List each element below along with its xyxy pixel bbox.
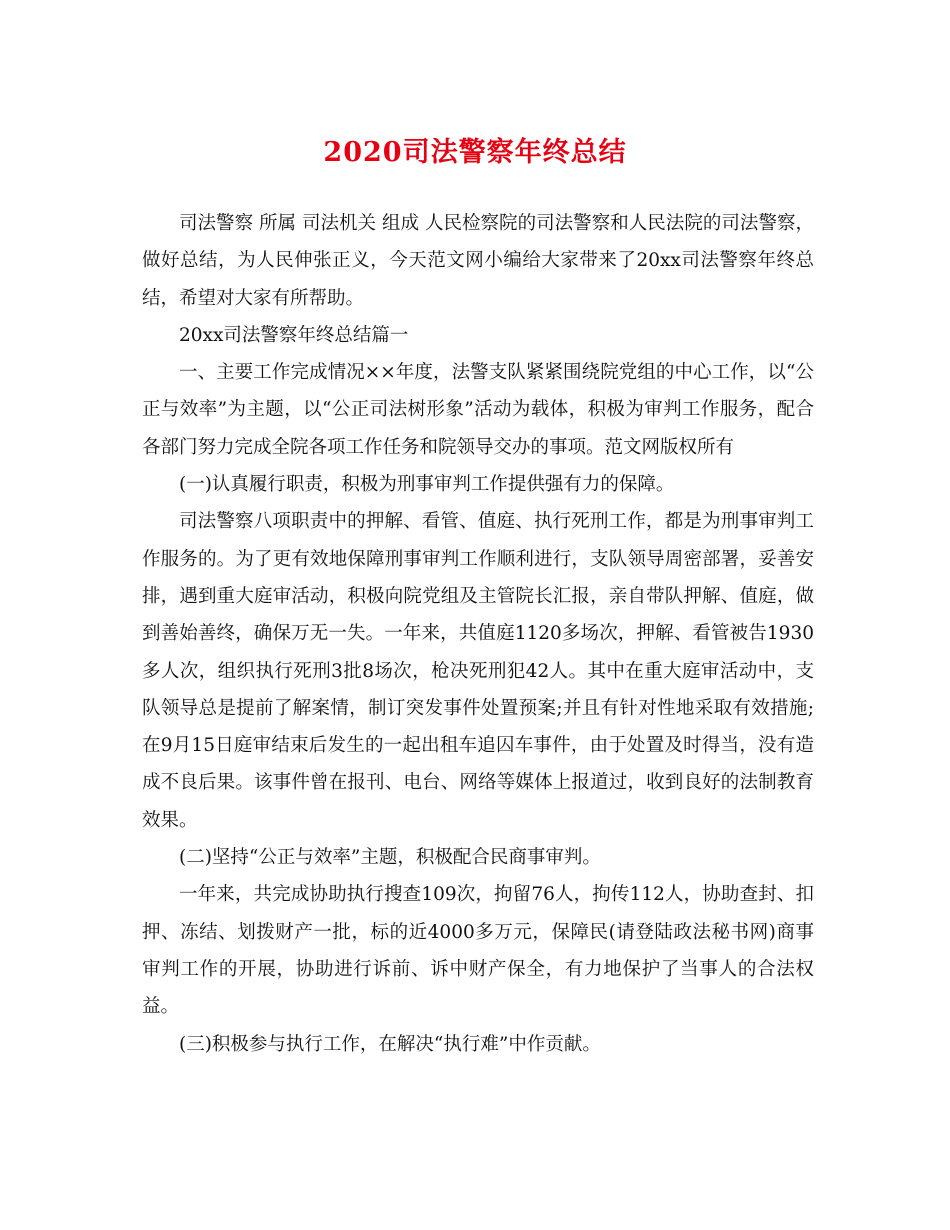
document-title: 2020司法警察年终总结: [323, 137, 627, 168]
paragraph-subheading-2: (二)坚持“公正与效率”主题，积极配合民商事审判。: [179, 847, 601, 869]
paragraph-civil-trial: 一年来，共完成协助执行搜查109次，拘留76人，拘传112人，协助查封、扣押、冻结、划拨财产一批，标的近4000多万元，保障民(请登陆政法秘书网)商事审判工作的开展，协助进行诉前、诉中财产保全，有力地保护了当事人的合法权益。: [142, 884, 814, 1018]
paragraph-intro: 司法警察 所属 司法机关 组成 人民检察院的司法警察和人民法院的司法警察，做好总结，为人民伸张正义，今天范文网小编给大家带来了20xx司法警察年终总结，希望对大家有所帮助。: [142, 213, 814, 309]
paragraph-subheading-1: (一)认真履行职责，积极为刑事审判工作提供强有力的保障。: [179, 474, 675, 496]
paragraph-criminal-trial: 司法警察八项职责中的押解、看管、值庭、执行死刑工作，都是为刑事审判工作服务的。为了更有效地保障刑事审判工作顺利进行，支队领导周密部署，妥善安排，遇到重大庭审活动，积极向院党组及主管院长汇报，亲自带队押解、值庭，做到善始善终，确保万无一失。一年来，共值庭1120多场次，押解、看管被告1930多人次，组织执行死刑3批8场次，枪决死刑犯42人。其中在重大庭审活动中，支队领导总是提前了解案情，制订突发事件处置预案;并且有针对性地采取有效措施;在9月15日庭审结束后发生的一起出租车追囚车事件，由于处置及时得当，没有造成不良后果。该事件曾在报刊、电台、网络等媒体上报道过，收到良好的法制教育效果。: [142, 511, 814, 831]
paragraph-main-work: 一、主要工作完成情况××年度，法警支队紧紧围绕院党组的中心工作，以“公正与效率”为主题，以“公正司法树形象”活动为载体，积极为审判工作服务，配合各部门努力完成全院各项工作任务和院领导交办的事项。范文网版权所有: [142, 362, 814, 458]
paragraph-subheading-3: (三)积极参与执行工作，在解决“执行难”中作贡献。: [179, 1033, 601, 1055]
paragraph-section-heading: 20xx司法警察年终总结篇一: [179, 324, 409, 346]
document-body: [142, 205, 814, 1063]
